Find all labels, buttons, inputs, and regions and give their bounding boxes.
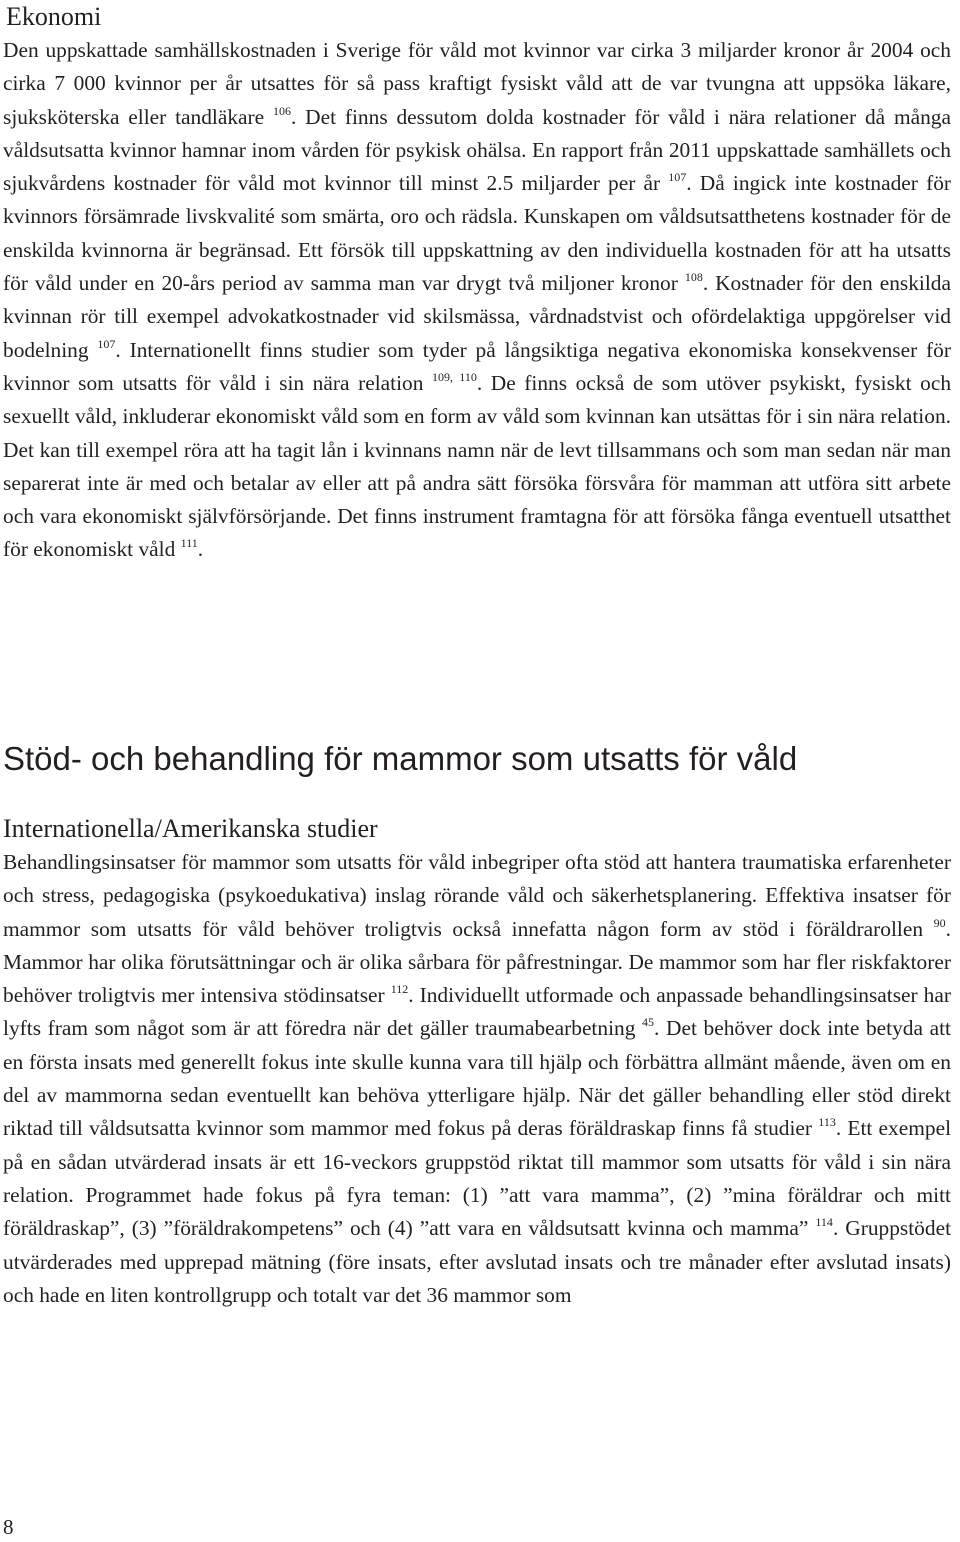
citation-reference: 90 bbox=[933, 915, 946, 930]
paragraph-studies bbox=[3, 846, 951, 1312]
text-segment: . Ett exempel på en sådan utvärderad insats är ett 16-veckors gruppstöd riktat till mammor som utsatts för våld i sin nära relation. Programmet hade fokus på fyra teman: (1) ”att vara mamma”, (2) ”mina föräldrar och mitt föräldraskap”, (3) ”föräldrakompetens” och (4) ”att vara en våldsutsatt kvinna och mamma” bbox=[3, 1116, 952, 1241]
citation-reference: 107 bbox=[97, 336, 116, 351]
sub-heading-studies: Internationella/Amerikanska studier bbox=[3, 814, 378, 843]
citation-reference: 106 bbox=[272, 103, 291, 118]
page-number: 8 bbox=[3, 1515, 14, 1539]
citation-reference: 114 bbox=[815, 1215, 833, 1230]
text-segment: Behandlingsinsatser för mammor som utsatts för våld inbegriper ofta stöd att hantera traumatiska erfarenheter och stress, pedagogiska (psykoedukativa) inslag rörande våld och säkerhetsplanering. Effektiva insatser för mammor som utsatts för våld behöver troligtvis också innefatta någon form av stöd i föräldrarollen bbox=[3, 850, 951, 941]
citation-reference: 108 bbox=[684, 270, 703, 285]
text-segment: . Gruppstödet utvärderades med upprepad mätning (före insats, efter avslutad insats och tre månader efter avslutad insats) och hade en liten kontrollgrupp och totalt var det 36 mammor som bbox=[3, 1216, 952, 1307]
section-studies bbox=[3, 846, 951, 1312]
section-title-ekonomi: Ekonomi bbox=[6, 2, 102, 31]
text-segment: Den uppskattade samhällskostnaden i Sverige för våld mot kvinnor var cirka 3 miljarder kronor år 2004 och cirka 7 000 kvinnor per år utsattes för så pass kraftigt fysiskt våld att de var tvungna att uppsöka läkare, sjuksköterska eller tandläkare bbox=[3, 38, 951, 129]
text-segment: . Då ingick inte kostnader för kvinnors försämrade livskvalité som smärta, oro och rädsla. Kunskapen om våldsutsatthetens kostnader för de enskilda kvinnorna är begränsad. Ett försök till uppskattning av den individuella kostnaden för att ha utsatts för våld under en 20-års period av samma man var drygt två miljoner kronor bbox=[3, 171, 952, 296]
main-heading: Stöd- och behandling för mammor som utsatts för våld bbox=[3, 740, 798, 777]
citation-reference: 45 bbox=[642, 1015, 655, 1030]
text-segment: . Internationellt finns studier som tyder på långsiktiga negativa ekonomiska konsekvenser för kvinnor som utsatts för våld i sin nära relation bbox=[3, 337, 951, 395]
citation-reference: 113 bbox=[818, 1115, 836, 1130]
text-segment: . bbox=[197, 537, 204, 562]
text-segment: . Det finns dessutom dolda kostnader för våld i nära relationer då många våldsutsatta kvinnor hamnar inom vården för psykisk ohälsa. En rapport från 2011 uppskattade samhällets och sjukvårdens kostnader för våld mot kvinnor till minst 2.5 miljarder per år bbox=[3, 104, 952, 196]
text-segment: . Kostnader för den enskilda kvinnan rör till exempel advokatkostnader vid skilsmässa, vårdnadstvist och ofördelaktiga uppgörelser vid bodelning bbox=[3, 271, 951, 362]
citation-reference: 109, 110 bbox=[432, 369, 477, 384]
citation-reference: 107 bbox=[668, 170, 687, 185]
text-segment: . De finns också de som utöver psykiskt, fysiskt och sexuellt våld, inkluderar ekonomiskt våld som en form av våld som kvinnan kan utsättas för i sin nära relation. Det kan till exempel röra att ha tagit lån i kvinnans namn när de levt tillsammans och som man sedan när man separerat inte är med och betalar av eller att på andra sätt försöka försvåra för mamman att utföra sitt arbete och vara ekonomiskt självförsörjande. Det finns instrument framtagna för att försöka fånga eventuell utsatthet för ekonomiskt våld bbox=[3, 370, 952, 562]
paragraph-ekonomi bbox=[3, 34, 951, 567]
citation-reference: 111 bbox=[180, 536, 198, 551]
text-segment: . Mammor har olika förutsättningar och är olika sårbara för påfrestningar. De mammor som har fler riskfaktorer behöver troligtvis mer intensiva stödinsatser bbox=[3, 916, 951, 1008]
text-segment: . Det behöver dock inte betyda att en första insats med generellt fokus inte skulle kunna vara till hjälp och förbättra allmänt mående, även om en del av mammorna sedan eventuellt kan behöva ytterligare hjälp. När det gäller behandling eller stöd direkt riktad till våldsutsatta kvinnor som mammor med fokus på deras föräldraskap finns få studier bbox=[3, 1016, 951, 1141]
citation-reference: 112 bbox=[390, 982, 409, 997]
text-segment: . Individuellt utformade och anpassade behandlingsinsatser har lyfts fram som något som är att föredra när det gäller traumabearbetning bbox=[3, 983, 951, 1041]
